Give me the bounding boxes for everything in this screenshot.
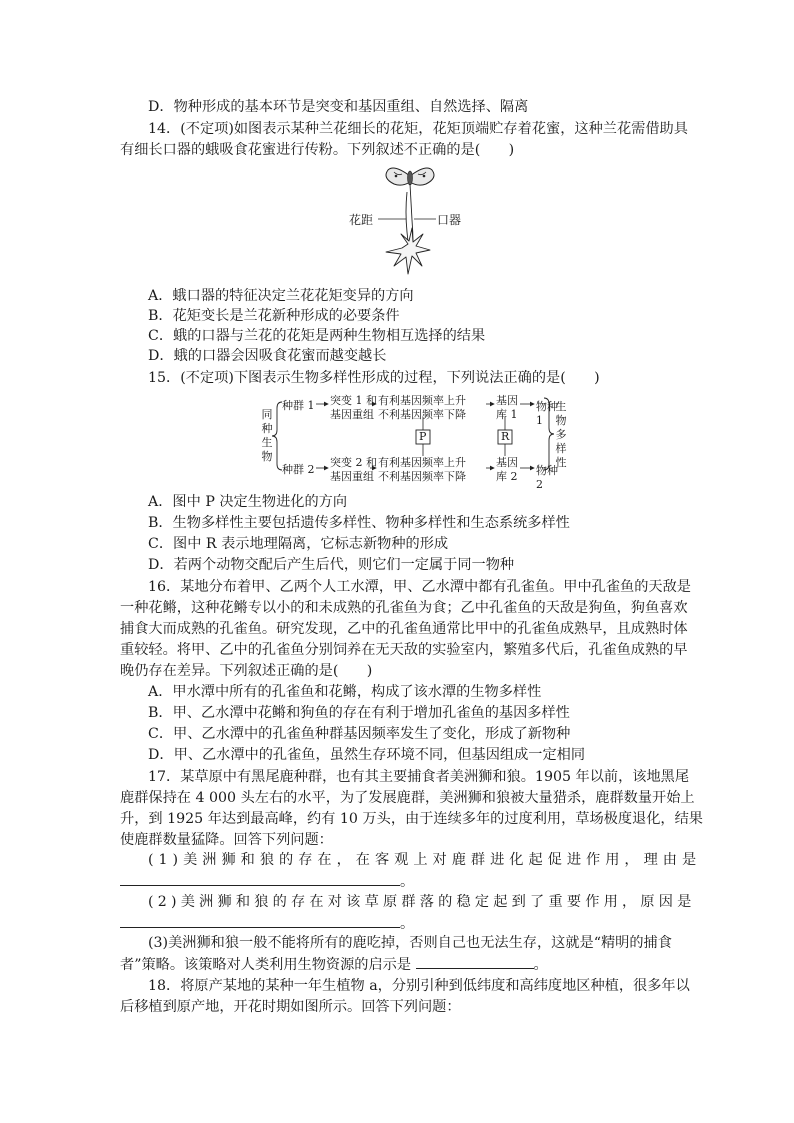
gene-pool-1-line-a: 基因 [496, 394, 518, 407]
q14-option-c: C．蛾的口器与兰花的花矩是两种生物相互选择的结果 [148, 328, 486, 344]
answer-blank-1[interactable] [120, 871, 400, 886]
q16-option-a: A．甲水潭中所有的孔雀鱼和花鳉，构成了该水潭的生物多样性 [148, 684, 542, 700]
q15-option-c: C．图中 R 表示地理隔离，它标志新物种的形成 [148, 536, 449, 552]
spur-label: 花距 [349, 213, 374, 227]
species-1: 物种 1 [536, 400, 558, 427]
freq-up-bottom: 有利基因频率上升 [378, 456, 466, 469]
biodiversity-diagram [258, 392, 568, 491]
q18-stem-line-2: 后移植到原产地，开花时期如图所示。回答下列问题： [120, 999, 461, 1015]
q18-stem-line-1: 18．将原产某地的某种一年生植物 a，分别引种到低纬度和高纬度地区种植，很多年以 [148, 978, 690, 994]
q17-sub-1: (1)美洲狮和狼的存在，在客观上对鹿群进化起促进作用，理由是 [148, 852, 702, 868]
q17-sub-3-text: 者”策略。该策略对人类利用生物资源的启示是 [120, 957, 412, 973]
q14-stem-line-2: 有细长口器的蛾吸食花蜜进行传粉。下列叙述不正确的是( ) [120, 142, 515, 158]
q17-stem-line-3: 升，到 1925 年达到最高峰，约有 10 万头，由于连续多年的过度利用，草场极度退化，结果 [120, 811, 703, 827]
q16-option-b: B．甲、乙水潭中花鳉和狗鱼的存在有利于增加孔雀鱼的基因多样性 [148, 705, 570, 721]
mutation-1-line-a: 突变 1 和 [330, 394, 377, 407]
q16-option-c: C．甲、乙水潭中的孔雀鱼种群基因频率发生了变化，形成了新物种 [148, 726, 571, 742]
q14-option-d: D．蛾的口器会因吸食花蜜而越变越长 [148, 348, 387, 364]
orchid-flower-illustration [386, 228, 430, 274]
q16-stem-line-1: 16．某地分布着甲、乙两个人工水潭，甲、乙水潭中都有孔雀鱼。甲中孔雀鱼的天敌是 [148, 579, 691, 595]
freq-down-top: 不利基因频率下降 [378, 408, 466, 421]
q14-option-b: B．花矩变长是兰花新种形成的必要条件 [148, 308, 400, 324]
answer-blank-3[interactable] [416, 954, 534, 969]
q14-option-a: A．蛾口器的特征决定兰花花矩变异的方向 [148, 288, 414, 304]
mutation-2-line-a: 突变 2 和 [330, 456, 377, 469]
right-label-char: 样 [555, 442, 567, 455]
moth-illustration [386, 168, 434, 244]
left-label-char: 物 [261, 450, 273, 463]
q17-sub-3-line-2 [120, 954, 680, 975]
freq-down-bottom: 不利基因频率下降 [378, 470, 466, 483]
left-label-char: 同 [261, 408, 273, 421]
population-2: 种群 2 [282, 463, 315, 476]
mutation-1-line-b: 基因重组 [330, 408, 374, 421]
q16-stem-line-5: 晚仍存在差异。下列叙述正确的是( ) [120, 663, 373, 679]
box-r-label: R [501, 430, 510, 443]
period: 。 [400, 916, 415, 932]
period: 。 [533, 957, 548, 973]
q16-stem-line-2: 一种花鳉，这种花鳉专以小的和未成熟的孔雀鱼为食；乙中孔雀鱼的天敌是狗鱼，狗鱼喜欢 [120, 600, 688, 616]
left-label-char: 种 [261, 422, 273, 435]
q17-sub-2-answer-line [120, 913, 680, 934]
right-label-char: 生 [555, 400, 567, 413]
period: 。 [400, 874, 415, 890]
q16-option-d: D．甲、乙水潭中的孔雀鱼，虽然生存环境不同，但基因组成一定相同 [148, 747, 586, 763]
left-label-char: 生 [261, 436, 273, 449]
right-label-char: 性 [555, 456, 567, 469]
q14-stem-line-1: 14．(不定项)如图表示某种兰花细长的花矩，花矩顶端贮存着花蜜，这种兰花需借助具 [148, 121, 688, 137]
gene-pool-1-line-b: 库 1 [496, 408, 518, 421]
q13-option-d: D．物种形成的基本环节是突变和基因重组、自然选择、隔离 [148, 99, 529, 115]
gene-pool-2-line-b: 库 2 [496, 470, 518, 483]
proboscis-label: 口器 [437, 213, 462, 227]
q17-sub-3-line-1: (3)美洲狮和狼一般不能将所有的鹿吃掉，否则自己也无法生存，这就是“精明的捕食 [148, 935, 672, 951]
gene-pool-2-line-a: 基因 [496, 456, 518, 469]
right-label-column [554, 400, 568, 470]
q16-stem-line-4: 重较轻。将甲、乙中的孔雀鱼分别饲养在无天敌的实验室内，繁殖多代后，孔雀鱼成熟的早 [120, 642, 688, 658]
species-2: 物种 2 [536, 464, 558, 491]
right-label-char: 多 [555, 428, 567, 441]
q17-stem-line-1: 17．某草原中有黑尾鹿种群，也有其主要捕食者美洲狮和狼。1905 年以前，该地黑尾 [148, 769, 690, 785]
mutation-2-line-b: 基因重组 [330, 470, 374, 483]
q16-stem-line-3: 捕食大而成熟的孔雀鱼。研究发现，乙中的孔雀鱼通常比甲中的孔雀鱼成熟早，且成熟时体 [120, 621, 688, 637]
right-label-char: 物 [555, 414, 567, 427]
freq-up-top: 有利基因频率上升 [378, 394, 466, 407]
q17-sub-2: (2)美洲狮和狼的存在对该草原群落的稳定起到了重要作用，原因是 [148, 894, 696, 910]
q15-stem: 15．(不定项)下图表示生物多样性形成的过程，下列说法正确的是( ) [148, 370, 600, 386]
q17-sub-1-answer-line [120, 871, 680, 892]
box-p-label: P [419, 430, 427, 443]
population-1: 种群 1 [282, 399, 315, 412]
q15-option-b: B．生物多样性主要包括遗传多样性、物种多样性和生态系统多样性 [148, 515, 570, 531]
q17-stem-line-2: 鹿群保持在 4 000 头左右的水平，为了发展鹿群，美洲狮和狼被大量猎杀，鹿群数量开始上 [120, 790, 695, 806]
q15-option-d: D．若两个动物交配后产生后代，则它们一定属于同一物种 [148, 557, 515, 573]
q17-stem-line-4: 使鹿群数量猛降。回答下列问题： [120, 832, 333, 848]
q15-option-a: A．图中 P 决定生物进化的方向 [148, 494, 348, 510]
answer-blank-2[interactable] [120, 913, 400, 928]
